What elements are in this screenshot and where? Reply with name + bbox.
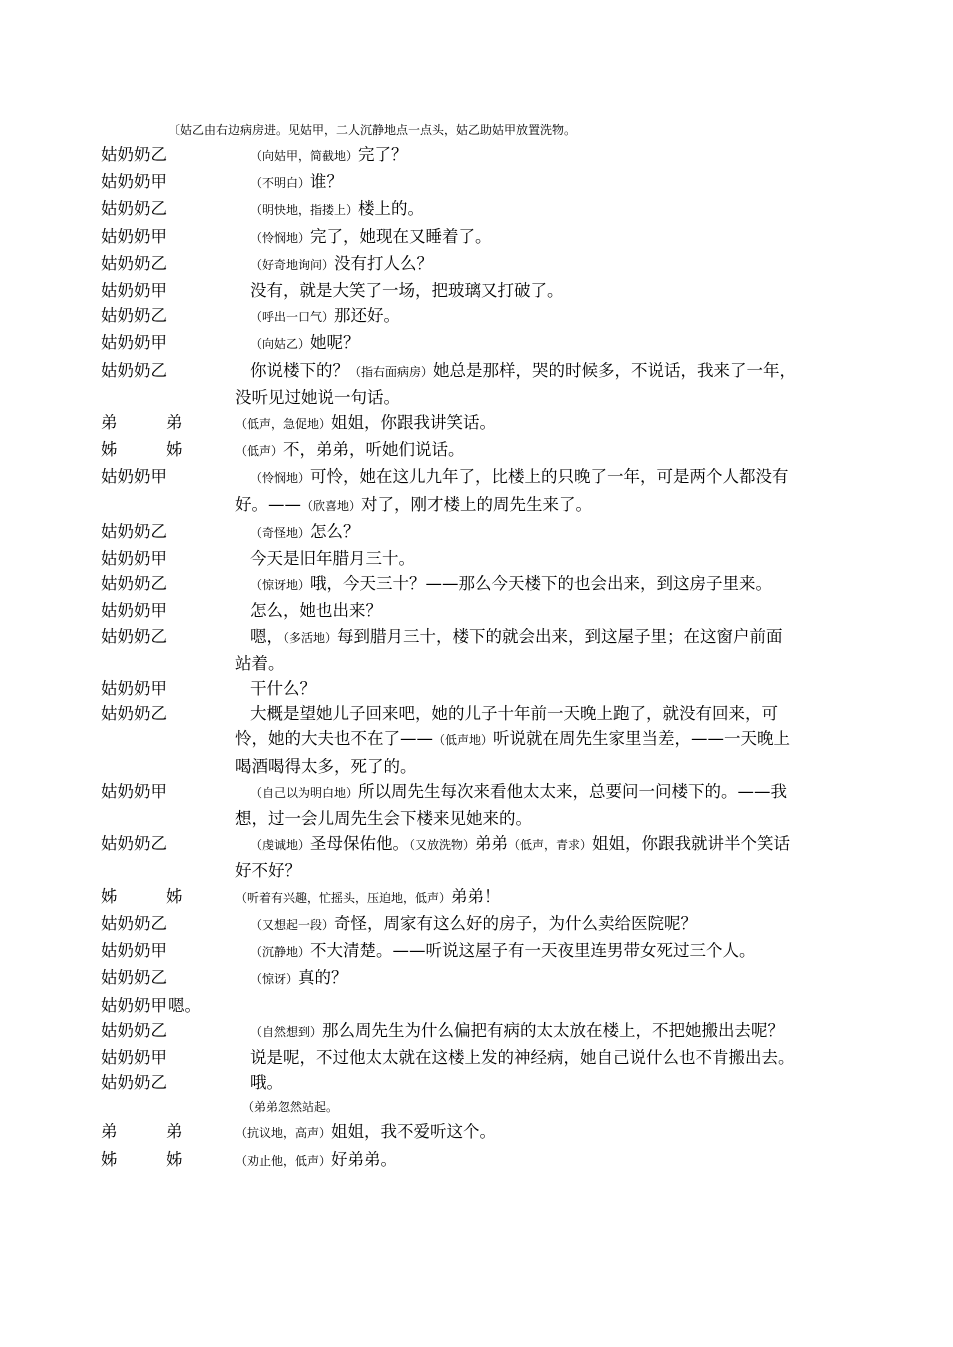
dialogue-line xyxy=(101,358,798,410)
speaker-name: 姊 姊 xyxy=(101,1149,199,1169)
speech-text: 不，弟弟，听她们说话。 xyxy=(283,440,465,460)
speech-text: 不大清楚。——听说这屋子有一天夜里连男带女死过三个人。 xyxy=(310,941,756,961)
speech-text: 所以周先生每次来看他太太来，总要问一问楼下的。——我想，过一会儿周先生会下楼来见她来的。 xyxy=(235,781,788,829)
speaker-name: 弟 弟 xyxy=(101,413,199,433)
stage-direction: （低声地） xyxy=(433,733,494,748)
script-page xyxy=(101,118,798,1174)
stage-direction: （自然想到） xyxy=(250,1024,323,1039)
dialogue-line xyxy=(101,911,798,938)
speech-text: 怎么？ xyxy=(310,521,360,541)
stage-direction: （低声，青求） xyxy=(508,838,593,853)
stage-direction: （奇怪地） xyxy=(250,525,311,540)
speech-text: 大概是望她儿子回来吧，她的儿子十年前一天晚上跑了，就没有回来，可怜，她的大夫也不在了—— xyxy=(235,704,778,749)
stage-direction: （自己以为明白地） xyxy=(250,785,359,800)
dialogue-block xyxy=(101,142,798,1095)
speaker-name: 姊 姊 xyxy=(101,440,199,460)
speech-text: 姐姐，我不爱听这个。 xyxy=(331,1122,497,1142)
dialogue-line xyxy=(101,169,798,196)
dialogue-line xyxy=(101,1045,798,1070)
speaker-name: 姑奶奶乙 xyxy=(101,704,167,724)
speech-text: 干什么？ xyxy=(250,679,316,699)
speaker-name: 姑奶奶乙 xyxy=(101,253,167,273)
speech-text: 你说楼下的？ xyxy=(250,360,349,380)
dialogue-line xyxy=(101,938,798,965)
speech-text: 听说就在周先生家里当差，——一天晚上喝酒喝得太多，死了的。 xyxy=(235,729,791,776)
stage-direction: （惊讶地） xyxy=(250,578,311,593)
speaker-name: 姑奶奶乙 xyxy=(101,913,167,933)
speaker-name: 姑奶奶甲 xyxy=(101,281,167,301)
stage-direction: （低声） xyxy=(235,444,284,459)
speech-text: 姐姐，你跟我就讲半个笑话好不好？ xyxy=(235,834,791,881)
dialogue-line xyxy=(101,1070,798,1095)
speech-text: 嗯。 xyxy=(168,995,201,1015)
stage-direction: （又放洗物） xyxy=(409,838,476,853)
stage-direction: （向姑乙） xyxy=(250,337,311,352)
stage-direction: （听着有兴趣，忙摇头，压迫地，低声） xyxy=(235,890,452,905)
speech-text: 嗯， xyxy=(250,626,283,646)
speech-text: 那还好。 xyxy=(334,306,401,326)
speaker-name: 姑奶奶乙 xyxy=(101,1020,167,1040)
stage-direction: （欣喜地） xyxy=(301,498,362,513)
dialogue-line xyxy=(101,779,798,831)
dialogue-line xyxy=(101,884,798,911)
speaker-name: 姑奶奶甲 xyxy=(101,333,167,353)
speech-text: 好弟弟。 xyxy=(331,1149,398,1169)
dialogue-line xyxy=(101,701,798,779)
speech-text: 没有，就是大笑了一场，把玻璃又打破了。 xyxy=(250,281,564,301)
dialogue-line xyxy=(101,278,798,303)
speech-text: 她总是那样，哭的时候多，不说话，我来了一年，没听见过她说一句话。 xyxy=(235,360,797,407)
stage-direction: （呼出一口气） xyxy=(250,310,335,325)
stage-direction: （怜悯地） xyxy=(250,230,311,245)
speaker-name: 姑奶奶乙 xyxy=(101,968,167,988)
speech-text: 每到腊月三十，楼下的就会出来，到这屋子里；在这窗户前面站着。 xyxy=(235,626,783,673)
speaker-name: 姑奶奶甲 xyxy=(101,549,167,569)
dialogue-line xyxy=(101,437,798,464)
speech-text: 姐姐，你跟我讲笑话。 xyxy=(331,413,497,433)
stage-direction: （向姑甲，简截地） xyxy=(250,149,359,163)
dialogue-line xyxy=(101,303,798,330)
speech-text: 完了，她现在又睡着了。 xyxy=(310,226,492,246)
dialogue-line xyxy=(101,330,798,357)
speaker-name: 姊 姊 xyxy=(101,886,199,906)
dialogue-line xyxy=(101,831,798,883)
stage-direction: （低声，急促地） xyxy=(235,417,332,432)
dialogue-line: 姑奶奶甲嗯。 xyxy=(101,995,201,1015)
speaker-name: 姑奶奶甲 xyxy=(101,679,167,699)
stage-direction: （怜悯地） xyxy=(250,471,311,486)
speaker-name: 姑奶奶乙 xyxy=(101,626,167,646)
speaker-name: 姑奶奶甲 xyxy=(101,1047,167,1067)
dialogue-line xyxy=(101,1018,798,1045)
speaker-name: 姑奶奶乙 xyxy=(101,199,167,219)
speech-text: 谁？ xyxy=(310,172,344,192)
closing-dialogue-block xyxy=(101,1119,798,1173)
speaker-name: 姑奶奶乙 xyxy=(101,145,167,164)
opening-stage-direction: 〔姑乙由右边病房进。见姑甲，二人沉静地点一点头，姑乙助姑甲放置洗物。 xyxy=(168,123,577,137)
dialogue-line xyxy=(101,1119,798,1146)
dialogue-line xyxy=(101,410,798,437)
speech-text: 奇怪，周家有这么好的房子，为什么卖给医院呢？ xyxy=(334,913,698,933)
speaker-name: 姑奶奶乙 xyxy=(101,306,167,326)
stage-direction: （劝止他，低声） xyxy=(235,1153,332,1168)
dialogue-line xyxy=(101,546,798,571)
speech-text: 对了，刚才楼上的周先生来了。 xyxy=(361,494,593,514)
stage-direction: （虔诚地） xyxy=(250,838,311,853)
dialogue-line xyxy=(101,965,798,992)
stage-direction: （惊讶） xyxy=(250,972,299,987)
stage-direction: （好奇地询问） xyxy=(250,257,335,272)
speaker-name: 弟 弟 xyxy=(101,1122,199,1142)
speech-text: 楼上的。 xyxy=(358,199,425,219)
dialogue-line xyxy=(101,571,798,598)
dialogue-line xyxy=(101,196,798,223)
speech-text: 哦，今天三十？——那么今天楼下的也会出来，到这房子里来。 xyxy=(310,574,773,594)
stage-direction: （指右面病房） xyxy=(349,364,434,379)
speaker-name: 姑奶奶甲 xyxy=(101,226,167,246)
speech-text: 可怜，她在这儿九年了，比楼上的只晚了一年，可是两个人都没有好。—— xyxy=(235,467,789,514)
dialogue-line xyxy=(101,1147,798,1174)
speaker-name: 姑奶奶甲 xyxy=(101,172,167,192)
speech-text: 真的？ xyxy=(298,968,348,988)
speaker-name: 姑奶奶乙 xyxy=(101,521,167,541)
speaker-name: 姑奶奶乙 xyxy=(101,574,167,594)
speaker-name: 姑奶奶甲 xyxy=(101,467,167,487)
speaker-name: 姑奶奶乙 xyxy=(101,360,167,380)
speech-text: 哦。 xyxy=(250,1073,283,1093)
stage-direction: （沉静地） xyxy=(250,945,311,960)
stage-direction: （不明白） xyxy=(250,176,311,191)
dialogue-line xyxy=(101,224,798,251)
speaker-name: 姑奶奶乙 xyxy=(101,834,167,854)
speech-text: 没有打人么？ xyxy=(334,253,434,273)
stage-direction: （抗议地，高声） xyxy=(235,1126,332,1141)
speech-text: 今天是旧年腊月三十。 xyxy=(250,549,415,569)
dialogue-line xyxy=(101,598,798,623)
speech-text: 她呢？ xyxy=(310,333,360,353)
dialogue-line xyxy=(101,519,798,546)
dialogue-line xyxy=(101,624,798,676)
stage-direction: （明快地，指搂上） xyxy=(250,203,359,218)
speech-text: 说是呢，不过他太太就在这楼上发的神经病，她自己说什么也不肯搬出去。 xyxy=(250,1047,795,1067)
speech-text: 那么周先生为什么偏把有病的太太放在楼上，不把她搬出去呢？ xyxy=(322,1020,785,1040)
dialogue-line xyxy=(101,676,798,701)
speaker-name: 姑奶奶甲 xyxy=(101,941,167,961)
stage-direction: （多活地） xyxy=(283,630,338,645)
speech-text: 怎么，她也出来？ xyxy=(250,601,382,621)
dialogue-line xyxy=(101,251,798,278)
dialogue-line xyxy=(101,142,798,169)
stage-direction: （又想起一段） xyxy=(250,917,335,932)
speaker-name: 姑奶奶甲 xyxy=(101,601,167,621)
speech-text: 弟弟 xyxy=(475,834,509,854)
speaker-name: 姑奶奶乙 xyxy=(101,1073,167,1093)
dialogue-line xyxy=(101,464,798,518)
speech-text: 弟弟！ xyxy=(451,886,501,906)
speech-text: 完了？ xyxy=(358,145,408,164)
speech-text: 圣母保佑他。 xyxy=(310,834,410,854)
mid-stage-direction: （弟弟忽然站起。 xyxy=(242,1100,339,1115)
speaker-name: 姑奶奶甲 xyxy=(101,781,167,801)
